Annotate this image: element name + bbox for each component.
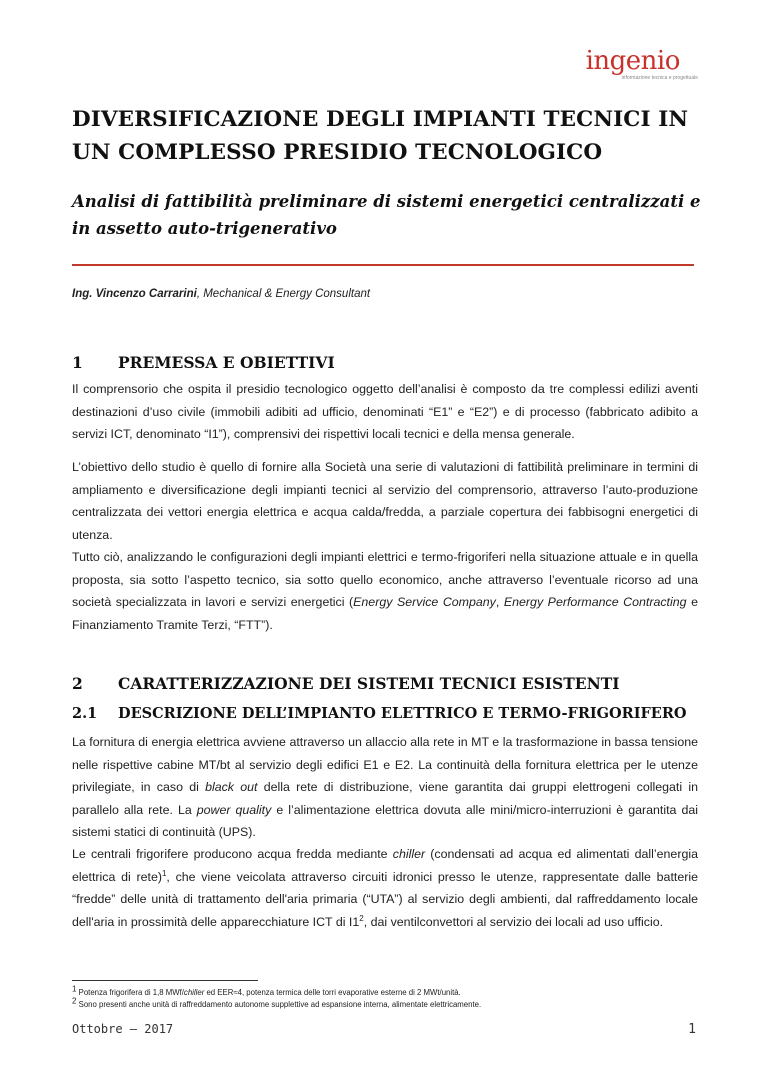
section-2-1-number: 2.1 <box>72 705 98 722</box>
footnote-2-text: Sono presenti anche unità di raffreddamento autonome supplettive ad espansione interna, alimentate elettricamente. <box>76 1000 482 1009</box>
p3-text-a: Tutto ciò, analizzando le configurazioni degli impianti elettrici e termo-frigoriferi nella situazione attuale e in quella proposta, sia sotto l’aspetto tecnico, sia sotto quello economico, anche attraverso l’eventuale ricorso ad una società specializzata in lavori e servizi energetici ( <box>72 550 698 609</box>
p3-text-b: e Finanziamento Tramite Terzi, “FTT”). <box>72 595 698 632</box>
s21-p2-d: , dai ventilconvettori al servizio dei locali ad uso ufficio. <box>363 914 664 929</box>
section-2-1-title: DESCRIZIONE DELL’IMPIANTO ELETTRICO E TERMO-FRIGORIFERO <box>118 705 687 722</box>
author-name: Ing. Vincenzo Carrarini <box>72 288 197 300</box>
footnote-separator <box>72 980 258 981</box>
footnote-ref-1[interactable]: 1 <box>161 868 167 878</box>
section-1-paragraph-1: Il comprensorio che ospita il presidio tecnologico oggetto dell’analisi è composto da tre complessi edilizi aventi destinazioni d’uso civile (immobili adibiti ad ufficio, denominati “E1” e “E2”) e di processo (fabbricato adibito a servizi ICT, denominato “I1”), comprensivi dei rispettivi locali tecnici e della mensa generale. <box>72 382 698 441</box>
ingenio-logo <box>586 48 698 81</box>
s21-p1-blackout: black out <box>205 780 258 794</box>
footnote-1 <box>72 984 698 998</box>
section-2-heading <box>72 674 620 693</box>
p3-epc: Energy Performance Contracting <box>503 595 687 609</box>
author-line <box>72 288 370 300</box>
section-1-paragraph-3 <box>72 546 698 636</box>
footnote-1-number: 1 <box>72 984 77 994</box>
section-2-1-heading <box>72 705 687 722</box>
footer-date: Ottobre – 2017 <box>72 1022 174 1036</box>
page-number: 1 <box>688 1022 696 1037</box>
section-1-number: 1 <box>72 353 83 372</box>
s21-p2-b: (condensati ad acqua ed alimentati dall’energia elettrica di rete) <box>72 847 698 884</box>
s21-p2-a: Le centrali frigorifere producono acqua fredda mediante <box>72 847 393 861</box>
section-1-title: PREMESSA E OBIETTIVI <box>118 353 335 372</box>
footnote-2-number: 2 <box>72 996 77 1006</box>
s21-p2-c: , che viene veicolata attraverso circuiti idronici presso le utenze, rappresentate dalle batterie “fredde” delle unità di trattamento dell'aria primaria (“UTA”) al servizio degli ambienti, dal raffreddamento locale dell'aria in prossimità delle apparecchiature ICT di I1 <box>72 869 698 929</box>
logo-tagline: informazione tecnica e progettuale <box>621 75 698 81</box>
s21-p1-b: della rete di distribuzione, viene garantita dai gruppi elettrogeni collegati in parallelo alla rete. La <box>72 780 699 817</box>
footnote-2 <box>72 996 698 1010</box>
document-title: DIVERSIFICAZIONE DEGLI IMPIANTI TECNICI IN UN COMPLESSO PRESIDIO TECNOLOGICO <box>72 107 689 165</box>
section-1-heading <box>72 353 335 372</box>
s21-p1-power-quality: power quality <box>196 802 272 817</box>
p3-esc: Energy Service Company <box>353 595 496 609</box>
footnote-1-text-b: ed EER≈4, potenza termica delle torri evaporative esterne di 2 MWt/unità. <box>204 988 461 997</box>
document-subtitle: Analisi di fattibilità preliminare di sistemi energetici centralizzati e in assetto auto-trigenerativo <box>72 192 701 238</box>
section-2-title: CARATTERIZZAZIONE DEI SISTEMI TECNICI ESISTENTI <box>118 674 620 693</box>
section-2-1-paragraph-1 <box>72 731 698 844</box>
section-1-paragraph-2: L’obiettivo dello studio è quello di fornire alla Società una serie di valutazioni di fattibilità preliminare in termini di ampliamento e diversificazione degli impianti tecnici al servizio del comprensorio, attraverso l’auto-produzione centralizzata dei vettori energia elettrica e acqua calda/fredda, a parziale copertura dei fabbisogni energetici di utenza. <box>72 460 698 542</box>
title-divider <box>72 264 694 266</box>
section-2-number: 2 <box>72 674 83 693</box>
footnote-1-chiller: chiller <box>183 988 205 997</box>
author-role: , Mechanical & Energy Consultant <box>196 288 371 300</box>
section-2-1-paragraph-2 <box>72 843 698 933</box>
s21-p1-a: La fornitura di energia elettrica avviene attraverso un allaccio alla rete in MT e la trasformazione in bassa tensione nelle rispettive cabine MT/bt al servizio degli edifici E1 e E2. La continuità della fornitura elettrica per le utenze privilegiate, in caso di <box>72 735 698 794</box>
footnote-ref-2[interactable]: 2 <box>359 913 364 923</box>
logo-word: ingenio <box>585 46 680 76</box>
s21-p2-chiller: chiller <box>392 847 426 861</box>
footnote-1-text-a: Potenza frigorifera di 1,8 MWf/ <box>76 988 184 997</box>
p3-sep: , <box>495 595 504 609</box>
s21-p1-c: e l’alimentazione elettrica dovuta alle mini/micro-interruzioni è garantita dai sistemi statici di continuità (UPS). <box>72 802 698 839</box>
